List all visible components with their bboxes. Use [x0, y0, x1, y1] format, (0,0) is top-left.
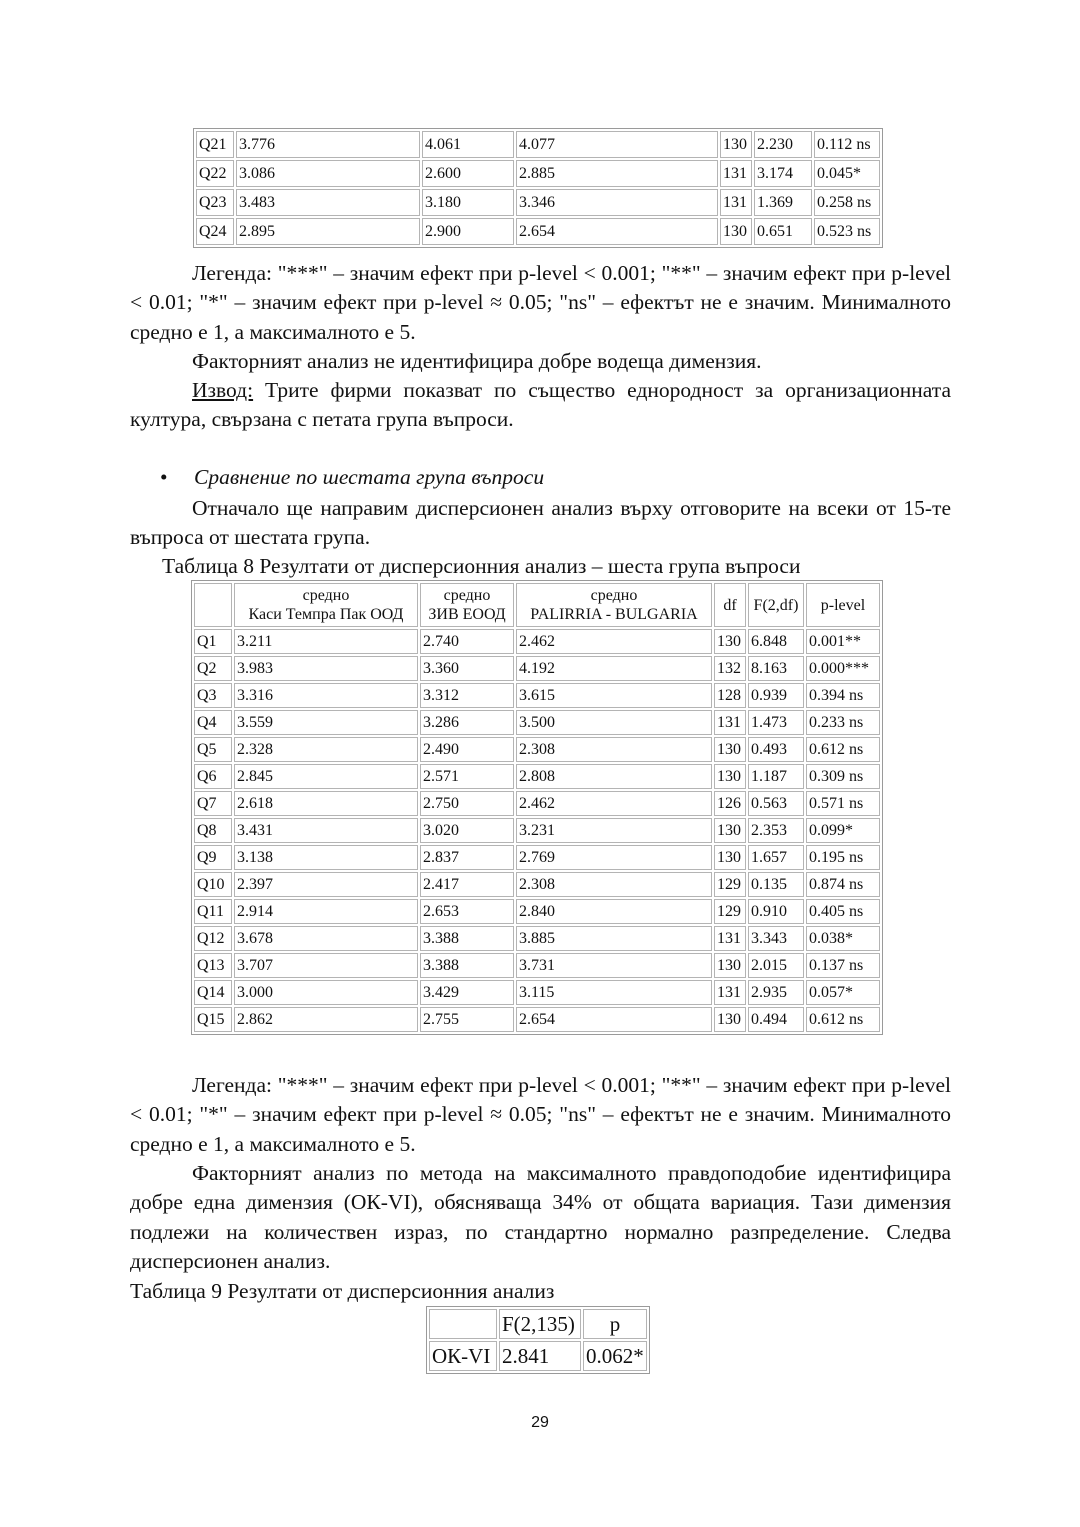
- table-cell: 131: [714, 710, 746, 735]
- table-cell: 3.000: [234, 980, 418, 1005]
- table-cell: 0.874 ns: [806, 872, 880, 897]
- table-cell: 0.112 ns: [814, 131, 880, 158]
- table-row: [194, 737, 880, 762]
- table-cell: 0.233 ns: [806, 710, 880, 735]
- legend-paragraph-1: [130, 259, 951, 347]
- table-header-cell: [194, 583, 232, 627]
- table-cell: 3.020: [420, 818, 514, 843]
- intro-text: Отначало ще направим дисперсионен анализ върху отговорите на всеки от 15-те въпроса от шестата група.: [130, 496, 951, 550]
- table-cell: 132: [714, 656, 746, 681]
- table-cell: 0.137 ns: [806, 953, 880, 978]
- table-cell: 2.755: [420, 1007, 514, 1032]
- table-cell: Q3: [194, 683, 232, 708]
- table-cell: 126: [714, 791, 746, 816]
- table-cell: Q23: [196, 189, 234, 216]
- table-cell: Q15: [194, 1007, 232, 1032]
- table-cell: 2.462: [516, 791, 712, 816]
- table-cell: 0.651: [754, 218, 812, 245]
- table8-caption: Таблица 8 Резултати от дисперсионния анализ – шеста група въпроси: [162, 554, 801, 578]
- table-header-row: [194, 583, 880, 627]
- table-cell: 1.657: [748, 845, 804, 870]
- table-cell: 3.231: [516, 818, 712, 843]
- header-firm3: PALIRRIA - BULGARIA: [530, 606, 698, 623]
- table-row: [194, 683, 880, 708]
- table-cell: 2.600: [422, 160, 514, 187]
- table-cell: 0.038*: [806, 926, 880, 951]
- table-cell: 0.563: [748, 791, 804, 816]
- table-cell: 130: [714, 737, 746, 762]
- table-cell: 0.099*: [806, 818, 880, 843]
- table-cell: 0.612 ns: [806, 1007, 880, 1032]
- table-cell: 2.308: [516, 737, 712, 762]
- table-cell: 2.618: [234, 791, 418, 816]
- table-header-cell: [429, 1309, 497, 1339]
- table-cell: 2.654: [516, 218, 718, 245]
- table-cell: 1.369: [754, 189, 812, 216]
- table-cell: 2.397: [234, 872, 418, 897]
- table-cell: 2.654: [516, 1007, 712, 1032]
- table-cell: 2.353: [748, 818, 804, 843]
- table-cell: 129: [714, 899, 746, 924]
- table-cell: 2.462: [516, 629, 712, 654]
- table-row: [194, 629, 880, 654]
- table-cell: Q6: [194, 764, 232, 789]
- header-mean: средно: [443, 587, 491, 604]
- table-cell: 0.493: [748, 737, 804, 762]
- table-cell: 3.312: [420, 683, 514, 708]
- table-cell: 0.001**: [806, 629, 880, 654]
- table-cell: 3.388: [420, 926, 514, 951]
- table-row: [194, 899, 880, 924]
- table-cell: 4.061: [422, 131, 514, 158]
- table-header-cell: p: [583, 1309, 647, 1339]
- table-cell: ОК-VI: [429, 1341, 497, 1371]
- table-cell: 3.180: [422, 189, 514, 216]
- table-cell: 3.360: [420, 656, 514, 681]
- table-header-cell: p-level: [806, 583, 880, 627]
- factor-text: Факторният анализ по метода на максималното правдоподобие идентифицира добре една димензия (ОК-VI), обясняваща 34% от общата вариация. Тази димензия подлежи на количествен израз, по стандартно нормално разпределение. Следва дисперсионен анализ.: [130, 1161, 951, 1273]
- table-cell: 128: [714, 683, 746, 708]
- table-cell: 2.900: [422, 218, 514, 245]
- table-cell: 3.211: [234, 629, 418, 654]
- table-cell: 3.885: [516, 926, 712, 951]
- conclusion-paragraph: [130, 376, 951, 435]
- table-cell: 3.615: [516, 683, 712, 708]
- table-cell: 0.057*: [806, 980, 880, 1005]
- table-cell: 0.571 ns: [806, 791, 880, 816]
- section-heading-text: Сравнение по шестата група въпроси: [194, 465, 545, 489]
- table-cell: 2.935: [748, 980, 804, 1005]
- table-cell: 2.840: [516, 899, 712, 924]
- table-cell: 2.885: [516, 160, 718, 187]
- table-cell: 4.192: [516, 656, 712, 681]
- table-cell: 2.490: [420, 737, 514, 762]
- table-cell: 2.417: [420, 872, 514, 897]
- table-cell: 2.769: [516, 845, 712, 870]
- table-cell: 3.286: [420, 710, 514, 735]
- table-cell: 131: [720, 160, 752, 187]
- table-cell: 0.045*: [814, 160, 880, 187]
- intro-paragraph: [130, 494, 951, 553]
- table-row: [194, 764, 880, 789]
- table-cell: 0.062*: [583, 1341, 647, 1371]
- table-row: [194, 980, 880, 1005]
- table-cell: 3.346: [516, 189, 718, 216]
- table-cell: 3.500: [516, 710, 712, 735]
- table-cell: 3.731: [516, 953, 712, 978]
- table-cell: 0.910: [748, 899, 804, 924]
- table-cell: 4.077: [516, 131, 718, 158]
- table-header-cell: df: [714, 583, 746, 627]
- table-cell: Q24: [196, 218, 234, 245]
- table-cell: Q2: [194, 656, 232, 681]
- table-cell: 2.895: [236, 218, 420, 245]
- table-cell: 2.841: [499, 1341, 581, 1371]
- table-row: [194, 656, 880, 681]
- table-cell: 8.163: [748, 656, 804, 681]
- section-heading: [160, 465, 544, 490]
- page-number: 29: [531, 1414, 549, 1431]
- table-cell: 131: [714, 980, 746, 1005]
- table-cell: 130: [714, 629, 746, 654]
- table-cell: 2.740: [420, 629, 514, 654]
- table-cell: 131: [714, 926, 746, 951]
- table-cell: Q8: [194, 818, 232, 843]
- table-cell: Q21: [196, 131, 234, 158]
- header-mean: средно: [590, 587, 638, 604]
- table-header-cell: [234, 583, 418, 627]
- table-cell: 3.174: [754, 160, 812, 187]
- table-row: [196, 189, 880, 216]
- header-mean: средно: [302, 587, 350, 604]
- table-top-continuation: [193, 128, 883, 248]
- table-cell: Q10: [194, 872, 232, 897]
- table-cell: 2.862: [234, 1007, 418, 1032]
- table-cell: 2.845: [234, 764, 418, 789]
- table-cell: 0.523 ns: [814, 218, 880, 245]
- factor-paragraph-1: [130, 347, 951, 376]
- table-cell: 2.837: [420, 845, 514, 870]
- table-cell: 3.343: [748, 926, 804, 951]
- table-cell: 3.429: [420, 980, 514, 1005]
- table-row: [194, 791, 880, 816]
- table-cell: 3.776: [236, 131, 420, 158]
- table-cell: 130: [714, 764, 746, 789]
- table-row: [196, 131, 880, 158]
- table-cell: 3.707: [234, 953, 418, 978]
- table-cell: 130: [714, 953, 746, 978]
- table-cell: Q11: [194, 899, 232, 924]
- factor-paragraph-2: [130, 1159, 951, 1276]
- table-cell: 0.612 ns: [806, 737, 880, 762]
- table-cell: 3.483: [236, 189, 420, 216]
- bullet-icon: •: [160, 465, 168, 489]
- table-cell: Q22: [196, 160, 234, 187]
- table-cell: Q1: [194, 629, 232, 654]
- table-cell: 130: [720, 131, 752, 158]
- table-cell: 3.086: [236, 160, 420, 187]
- table-cell: 130: [714, 845, 746, 870]
- table-cell: Q13: [194, 953, 232, 978]
- table-row: [194, 1007, 880, 1032]
- table-cell: 0.394 ns: [806, 683, 880, 708]
- table-cell: 3.316: [234, 683, 418, 708]
- table-cell: Q7: [194, 791, 232, 816]
- table-header-cell: [516, 583, 712, 627]
- table-row: [194, 926, 880, 951]
- legend-text: Легенда: "***" – значим ефект при p-level < 0.001; "**" – значим ефект при p-level < 0.01; "*" – значим ефект при p-level ≈ 0.05; "ns" – ефектът не е значим. Минималното средно е 1, а максималното е 5.: [130, 1073, 951, 1156]
- table-header-row: [429, 1309, 647, 1339]
- table-cell: 3.115: [516, 980, 712, 1005]
- table-cell: 129: [714, 872, 746, 897]
- table9: [426, 1306, 650, 1374]
- table-cell: 3.431: [234, 818, 418, 843]
- table-header-cell: F(2,df): [748, 583, 804, 627]
- table-cell: 2.015: [748, 953, 804, 978]
- table-cell: 2.571: [420, 764, 514, 789]
- table-cell: 2.328: [234, 737, 418, 762]
- table-header-cell: [420, 583, 514, 627]
- table-cell: Q12: [194, 926, 232, 951]
- table-row: [194, 845, 880, 870]
- legend-paragraph-2: [130, 1071, 951, 1159]
- table-cell: 2.308: [516, 872, 712, 897]
- table-row: [196, 218, 880, 245]
- table-cell: 0.258 ns: [814, 189, 880, 216]
- table-cell: 2.914: [234, 899, 418, 924]
- factor-text: Факторният анализ не идентифицира добре водеща димензия.: [192, 349, 762, 373]
- table-row: [194, 818, 880, 843]
- table-cell: 3.983: [234, 656, 418, 681]
- table-cell: 3.678: [234, 926, 418, 951]
- table-cell: 130: [720, 218, 752, 245]
- table-cell: 1.187: [748, 764, 804, 789]
- table-cell: 3.388: [420, 953, 514, 978]
- header-firm1: Каси Темпра Пак ООД: [248, 606, 404, 623]
- table-cell: 2.230: [754, 131, 812, 158]
- table-cell: Q4: [194, 710, 232, 735]
- table-cell: Q9: [194, 845, 232, 870]
- table-cell: 0.494: [748, 1007, 804, 1032]
- table-header-cell: F(2,135): [499, 1309, 581, 1339]
- table-cell: 1.473: [748, 710, 804, 735]
- table-cell: 130: [714, 1007, 746, 1032]
- legend-text: Легенда: "***" – значим ефект при p-level < 0.001; "**" – значим ефект при p-level < 0.01; "*" – значим ефект при p-level ≈ 0.05; "ns" – ефектът не е значим. Минималното средно е 1, а максималното е 5.: [130, 261, 951, 344]
- table-cell: 2.750: [420, 791, 514, 816]
- conclusion-label: Извод:: [192, 378, 254, 402]
- table-row: [194, 710, 880, 735]
- table-row: [196, 160, 880, 187]
- table-cell: 3.559: [234, 710, 418, 735]
- table-cell: 0.309 ns: [806, 764, 880, 789]
- table-row: [194, 953, 880, 978]
- table-cell: 0.939: [748, 683, 804, 708]
- table-cell: 131: [720, 189, 752, 216]
- table-cell: 6.848: [748, 629, 804, 654]
- table-cell: 2.653: [420, 899, 514, 924]
- table-cell: 3.138: [234, 845, 418, 870]
- table-cell: 2.808: [516, 764, 712, 789]
- table-row: [194, 872, 880, 897]
- table-cell: 0.135: [748, 872, 804, 897]
- table-cell: Q14: [194, 980, 232, 1005]
- header-firm2: ЗИВ ЕООД: [428, 606, 506, 623]
- table-row: [429, 1341, 647, 1371]
- table-cell: 130: [714, 818, 746, 843]
- table-cell: 0.000***: [806, 656, 880, 681]
- table-cell: 0.195 ns: [806, 845, 880, 870]
- table8: [191, 580, 883, 1035]
- conclusion-text: Трите фирми показват по същество еднородност за организационната култура, свързана с петата група въпроси.: [130, 378, 951, 432]
- table-cell: Q5: [194, 737, 232, 762]
- table-cell: 0.405 ns: [806, 899, 880, 924]
- table9-caption: Таблица 9 Резултати от дисперсионния анализ: [130, 1279, 555, 1303]
